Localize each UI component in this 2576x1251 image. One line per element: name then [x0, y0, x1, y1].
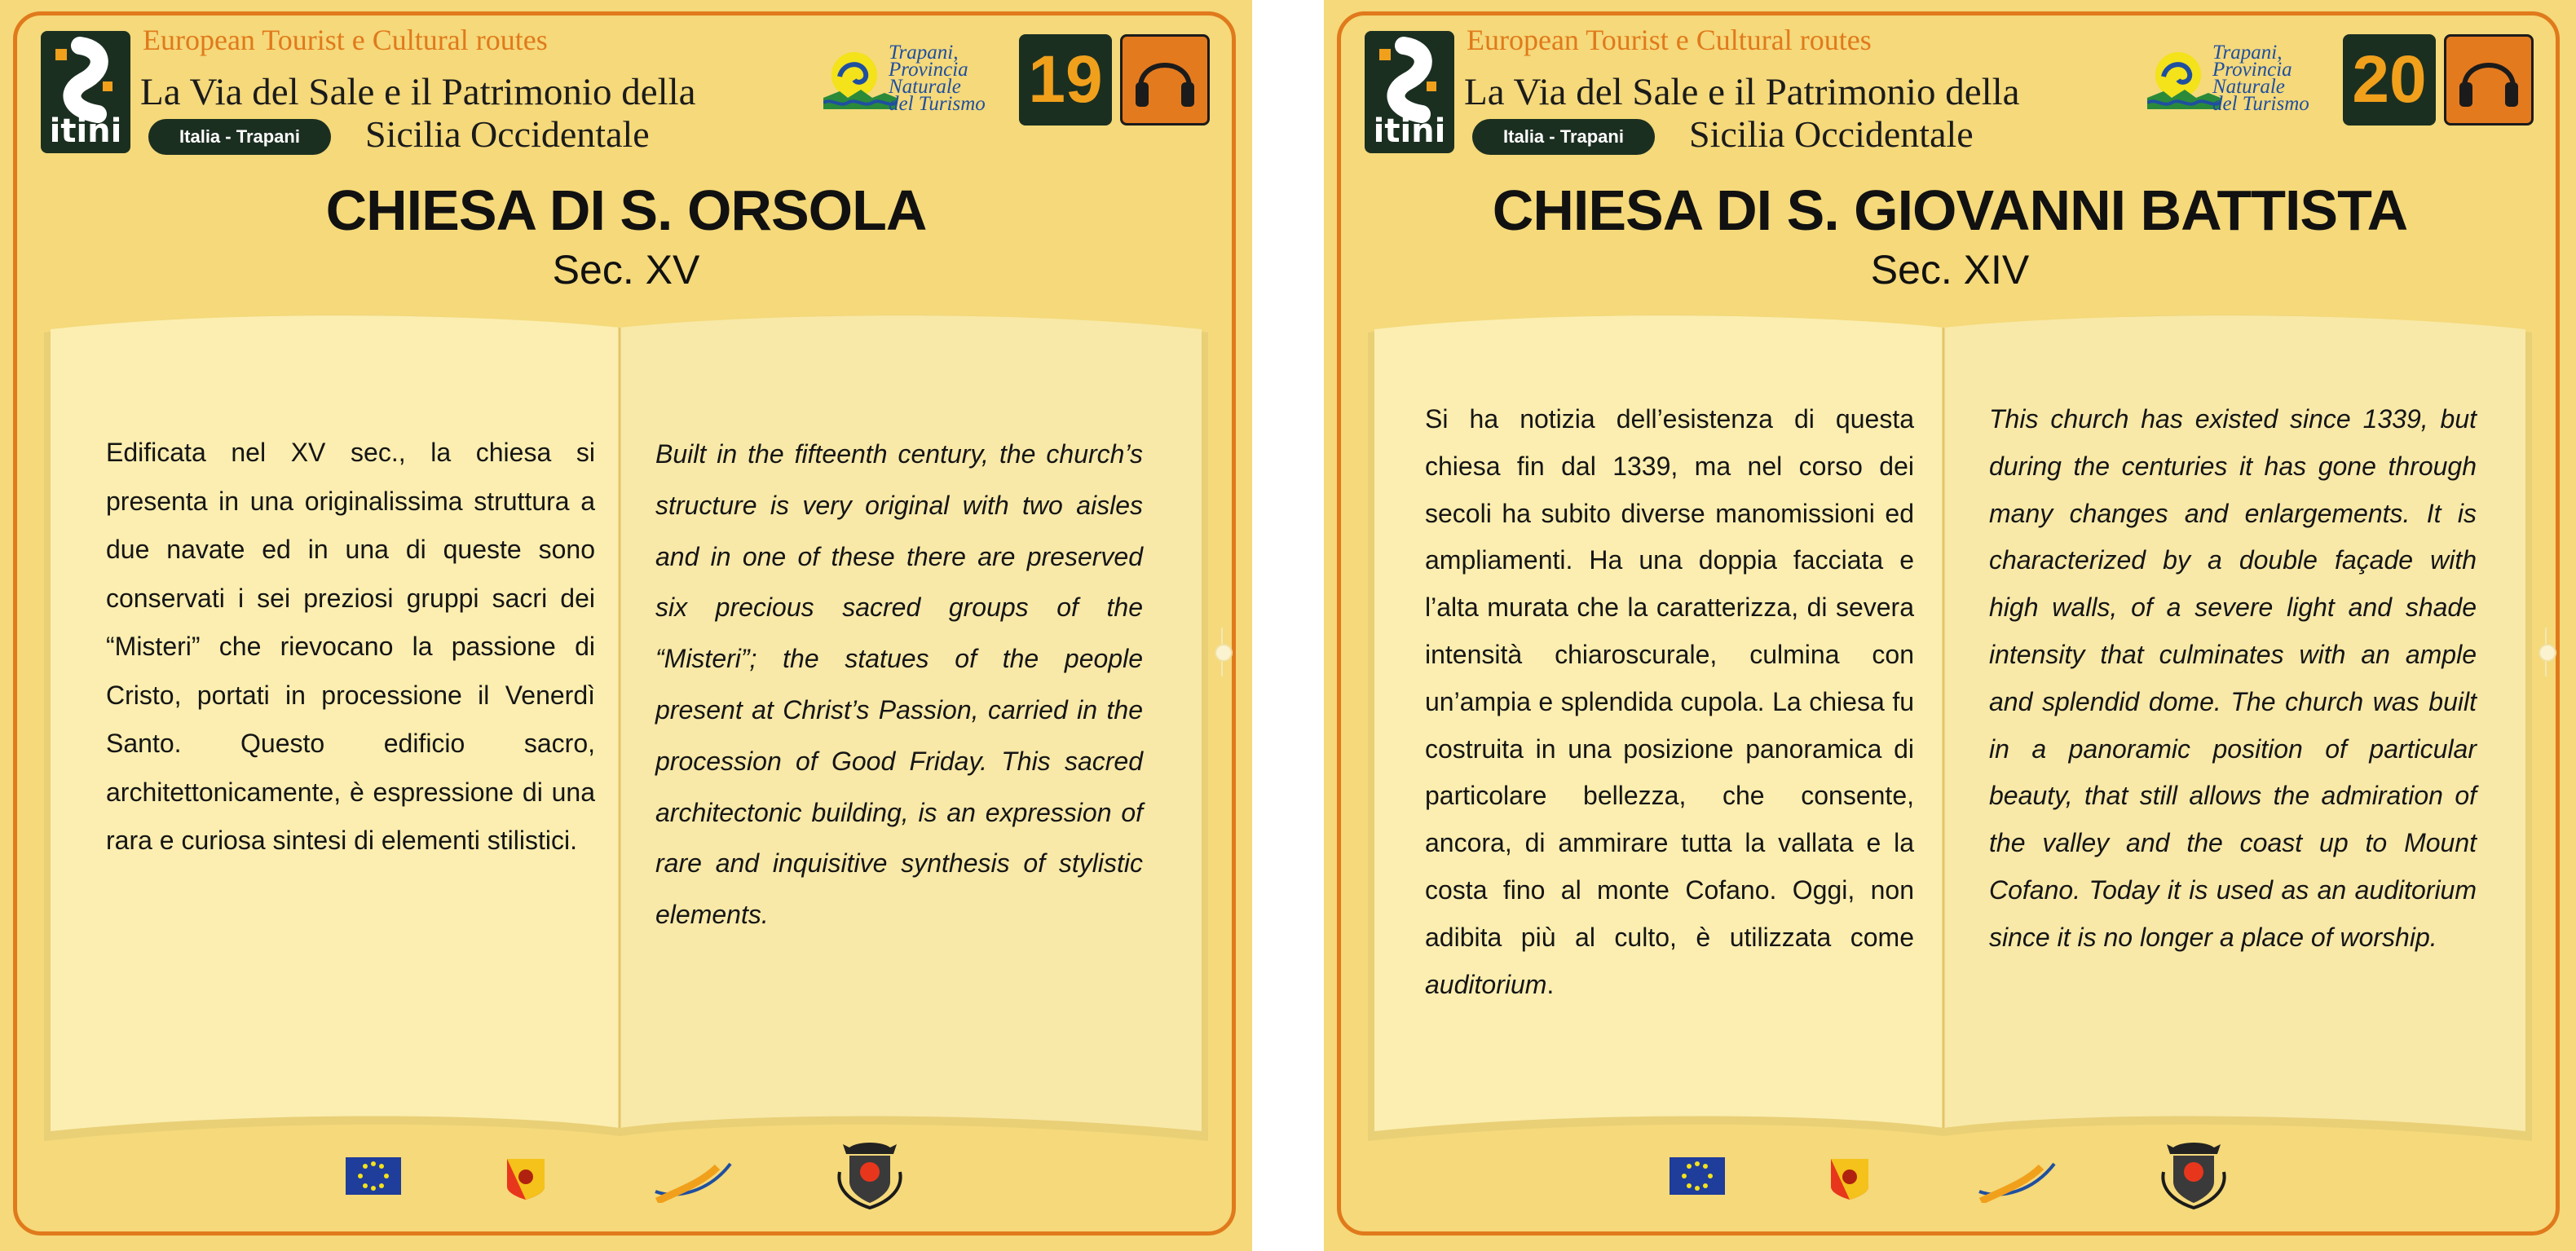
church-title: CHIESA DI S. GIOVANNI BATTISTA — [1492, 178, 2408, 242]
stop-number: 20 — [2343, 34, 2436, 126]
description-text: This church has existed since 1339, but during the centuries it has gone through many changes and enlargements. It is characterized by a double façade with high walls, of a severe light and shade intensity that culminates with an ample and splendid dome. The church was built in a panoramic position of particular beauty, that still allows the admiration of the valley and the coast up to Mount Cofano. Today it is used as an auditorium since it is no longer a place of worship. — [1989, 404, 2477, 952]
route-subtitle: Sicilia Occidentale — [1689, 113, 1974, 155]
routes-title: European Tourist e Cultural routes — [143, 24, 548, 56]
church-century: Sec. XV — [552, 247, 700, 293]
itini-logo — [1365, 31, 1454, 153]
regione-sicilia-icon — [1831, 1159, 1868, 1200]
province-line: del Turismo — [2212, 93, 2309, 115]
side-hole-marker — [1221, 628, 1242, 676]
description-text: . — [1546, 969, 1555, 999]
region-badge: Italia - Trapani — [148, 119, 331, 155]
regione-sicilia-icon — [507, 1159, 545, 1200]
sponsor-logos — [1324, 1139, 2576, 1221]
province-line: Naturale — [889, 76, 961, 98]
italic-term: auditorium — [1425, 969, 1547, 999]
description-text: Edificata nel XV sec., la chiesa si presenta in una originalissima struttura a due navate ed in una di queste sono conservati i sei preziosi gruppi sacri dei “Misteri” che rievocano la passione di Cristo, portati in processione il Venerdì Santo. Questo edificio sacro, architettonicamente, è espressione di una rara e curiosa sintesi di elementi stilistici. — [106, 438, 595, 855]
church-title: CHIESA DI S. ORSOLA — [325, 178, 927, 242]
info-panel — [1324, 0, 2576, 1251]
side-hole-icon — [1215, 644, 1233, 662]
headphones-icon — [2456, 45, 2521, 117]
routes-title: European Tourist e Cultural routes — [1467, 24, 1872, 56]
stop-number: 19 — [1019, 34, 1112, 126]
por-logo-icon — [652, 1159, 734, 1203]
province-tourism-text — [889, 42, 986, 115]
por-logo-icon — [1976, 1159, 2058, 1203]
audio-guide-button[interactable] — [1120, 34, 1210, 126]
itini-logo — [41, 31, 130, 153]
route-title: La Via del Sale e il Patrimonio della — [140, 71, 696, 113]
side-hole-marker — [2545, 628, 2566, 676]
sponsor-logos — [0, 1139, 1252, 1221]
sun-wave-icon — [2147, 44, 2221, 119]
church-century: Sec. XIV — [1870, 247, 2030, 293]
province-line: Provincia — [889, 59, 968, 81]
english-description — [655, 429, 1143, 940]
province-line: Naturale — [2212, 76, 2285, 98]
side-hole-icon — [2539, 644, 2556, 662]
english-description — [1989, 396, 2477, 962]
route-subtitle: Sicilia Occidentale — [365, 113, 650, 155]
description-text: Built in the fifteenth century, the church’s structure is very original with two aisles and in one of these there are preserved six precious sacred groups of the “Misteri”; the statues of the people present at Christ’s Passion, carried in the procession of Good Friday. This sacred architectonic building, is an expression of rare and inquisitive synthesis of stylistic elements. — [655, 439, 1143, 930]
province-line: Trapani, — [2212, 42, 2283, 64]
eu-flag-icon — [1670, 1157, 1725, 1195]
region-badge: Italia - Trapani — [1472, 119, 1655, 155]
province-line: Provincia — [2212, 59, 2292, 81]
sun-wave-icon — [823, 44, 897, 119]
italian-description — [106, 429, 595, 866]
province-line: del Turismo — [889, 93, 986, 115]
province-tourism-logo — [2147, 44, 2310, 119]
italian-description — [1425, 396, 1914, 1008]
itini-logo-word: itini — [49, 112, 122, 150]
route-title: La Via del Sale e il Patrimonio della — [1464, 71, 2020, 113]
province-tourism-text — [2212, 42, 2309, 115]
itini-logo-word: itini — [1373, 112, 1446, 150]
description-text: Si ha notizia dell’esistenza di questa chiesa fin dal 1339, ma nel corso dei secoli ha subito diverse manomissioni ed ampliamenti. Ha una doppia facciata e l’alta murata che la caratterizza, di severa intensità chiaroscurale, culmina con un’ampia e splendida cupola. La chiesa fu costruita in una posizione panoramica di particolare bellezza, che consente, ancora, di ammirare tutta la vallata e la costa fino al monte Cofano. Oggi, non adibita più al culto, è utilizzata come — [1425, 404, 1914, 952]
provincia-crest-icon — [2157, 1139, 2230, 1211]
eu-flag-icon — [346, 1157, 401, 1195]
province-line: Trapani, — [889, 42, 959, 64]
headphones-icon — [1132, 45, 1198, 117]
info-panel — [0, 0, 1252, 1251]
province-tourism-logo — [823, 44, 986, 119]
audio-guide-button[interactable] — [2444, 34, 2534, 126]
provincia-crest-icon — [833, 1139, 906, 1211]
